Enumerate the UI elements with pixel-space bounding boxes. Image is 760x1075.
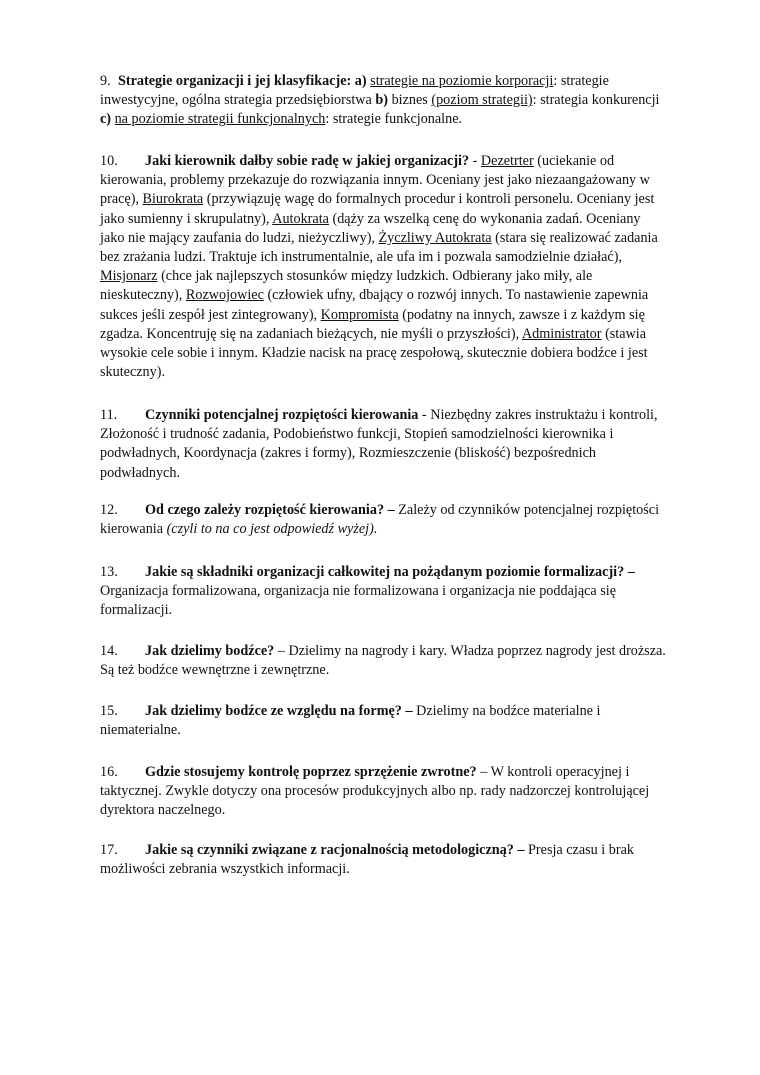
item-question: Gdzie stosujemy kontrolę poprzez sprzężenie zwrotne?: [145, 764, 477, 780]
item-question: Czynniki potencjalnej rozpiętości kierowania: [145, 407, 419, 423]
underlined-term: na poziomie strategii funkcjonalnych: [114, 111, 326, 128]
item-question: Od czego zależy rozpiętość kierowania? –: [145, 502, 395, 518]
item-question: Jak dzielimy bodźce?: [145, 643, 275, 659]
manager-desc: (stawia wysokie cele sobie i innym. Kładzie nacisk na pracę zespołową, skutecznie dobiera bodźce i jest skuteczny).: [100, 325, 648, 381]
manager-type: Kompromista: [320, 306, 399, 323]
manager-desc: (człowiek ufny, dbający o rozwój innych. To nastawienie zapewnia sukces jeśli zespół jest zintegrowany),: [100, 287, 649, 323]
item-text: Jaki kierownik dałby sobie radę w jakiej organizacji? - Dezetrter (uciekanie od kierowania, problemy przekazuje do rozwiązania innym. Oceniany jest jako niezaangażowany w pracę), Biurokrata (przywiązuję wagę do formalnych procedur i kontroli personelu. Oceniany jest jako sumienny i skrupulatny), Autokrata (dąży za wszelką cenę do wykonania zadań. Oceniany jako nie mający zaufania do ludzi, nieżyczliwy), Życzliwy Autokrata (stara się realizować zadania bez zrażania ludzi. Traktuje ich instrumentalnie, ale ufa im i pozwala samodzielnie działać), Misjonarz (chce jak najlepszych stosunków między ludzkich. Odbierany jako miły, ale nieskuteczny), Rozwojowiec (człowiek ufny, dbający o rozwój innych. To nastawienie zapewnia sukces jeśli zespół jest zintegrowany), Kompromista (podatny na innych, zawsze i z każdym się zgadza. Koncentruję się na zadaniach bieżących, nie myśli o przyszłości), Administrator (stawia wysokie cele sobie i innym. Kładzie nacisk na pracę zespołową, skutecznie dobiera bodźce i jest skuteczny).: [100, 153, 658, 381]
list-item: [100, 563, 666, 621]
item-question: Jakie są czynniki związane z racjonalnością metodologiczną? –: [145, 842, 525, 858]
item-text: [100, 502, 659, 537]
item-answer: Presja czasu i brak możliwości zebrania wszystkich informacji.: [100, 842, 635, 878]
manager-desc: (przywiązuję wagę do formalnych procedur i kontroli personelu. Oceniany jest jako sumienny i skrupulatny),: [100, 191, 655, 227]
item-question: Jak dzielimy bodźce ze względu na formę? –: [145, 703, 413, 719]
underlined-term: strategie na poziomie korporacji: [370, 73, 554, 89]
list-item: [100, 702, 666, 740]
item-question: Strategie organizacji i jej klasyfikacje:: [118, 73, 352, 89]
item-answer: : strategie inwestycyjne, ogólna strategia przedsiębiorstwa: [100, 73, 609, 109]
manager-desc: (chce jak najlepszych stosunków między ludzkich. Odbierany jako miły, ale nieskuteczny),: [100, 268, 593, 304]
item-answer: - Niezbędny zakres instruktażu i kontroli, Złożoność i trudność zadania, Podobieństwo funkcji, Stopień samodzielności kierownika i podwładnych, Koordynacja (zakres i formy), Rozmieszczenie (bliskość) bezpośrednich podwładnych.: [100, 407, 658, 481]
item-answer: – Dzielimy na nagrody i kary. Władza poprzez nagrody jest droższa. Są też bodźce wewnętrzne i zewnętrzne.: [100, 643, 666, 679]
manager-type: Rozwojowiec: [185, 287, 264, 304]
item-number: 15.: [100, 703, 118, 719]
manager-type: Dezetrter: [480, 153, 534, 169]
underlined-term: (poziom strategii): [431, 92, 533, 109]
manager-desc: (podatny na innych, zawsze i z każdym się zgadza. Koncentruję się na zadaniach bieżących, nie myśli o przyszłości),: [100, 306, 645, 342]
manager-type: Biurokrata: [142, 191, 204, 208]
item-answer: Organizacja formalizowana, organizacja nie formalizowana i organizacja nie poddająca się formalizacji.: [100, 583, 617, 619]
list-item: [100, 406, 666, 483]
item-text: [100, 764, 649, 818]
manager-type: Administrator: [521, 325, 602, 342]
manager-type: Autokrata: [272, 210, 329, 227]
item-number: 9.: [100, 73, 111, 89]
label-c: c): [100, 111, 112, 128]
manager-desc: (dąży za wszelką cenę do wykonania zadań. Oceniany jako nie mający zaufania do ludzi, nieżyczliwy),: [100, 210, 641, 246]
label-a: a): [354, 73, 367, 89]
item-number: 16.: [100, 764, 118, 780]
list-item: [100, 501, 666, 539]
item-number: 17.: [100, 842, 118, 858]
item-text: [100, 703, 600, 738]
item-number: 11.: [100, 407, 118, 423]
list-item: [100, 72, 666, 130]
item-answer: biznes: [388, 92, 432, 109]
item-number: 13.: [100, 564, 118, 580]
item-text: [100, 73, 659, 127]
list-item: [100, 152, 666, 382]
label-b: b): [375, 92, 389, 109]
manager-type: Misjonarz: [100, 268, 158, 285]
item-text: [100, 643, 666, 678]
manager-desc: (uciekanie od kierowania, problemy przekazuje do rozwiązania innym. Oceniany jest jako niezaangażowany w pracę),: [100, 153, 650, 208]
list-item: [100, 841, 666, 879]
item-answer: Dzielimy na bodźce materialne i niematerialne.: [100, 703, 601, 739]
item-answer: : strategie funkcjonalne.: [325, 111, 463, 128]
list-item: [100, 642, 666, 680]
item-answer: – W kontroli operacyjnej i taktycznej. Zwykle dotyczy ona procesów produkcyjnych albo np. rady nadzorczej kontrolującej dyrektora naczelnego.: [100, 764, 650, 819]
item-question: Jakie są składniki organizacji całkowitej na pożądanym poziomie formalizacji? –: [145, 564, 635, 580]
item-text: [100, 842, 634, 877]
item-number: 14.: [100, 643, 118, 659]
item-answer: : strategia konkurencji: [532, 92, 660, 109]
item-note: (czyli to na co jest odpowiedź wyżej).: [166, 521, 378, 538]
item-question: Jaki kierownik dałby sobie radę w jakiej organizacji?: [145, 153, 470, 169]
item-number: 10.: [100, 153, 118, 169]
item-text: [100, 407, 658, 481]
item-text: [100, 564, 635, 618]
item-number: 12.: [100, 502, 118, 518]
item-answer: Zależy od czynników potencjalnej rozpiętości kierowania: [100, 502, 660, 538]
list-item: [100, 763, 666, 821]
manager-type: Życzliwy Autokrata: [378, 229, 492, 246]
manager-desc: (stara się realizować zadania bez zrażania ludzi. Traktuje ich instrumentalnie, ale ufa im i pozwala samodzielnie działać),: [100, 229, 658, 266]
